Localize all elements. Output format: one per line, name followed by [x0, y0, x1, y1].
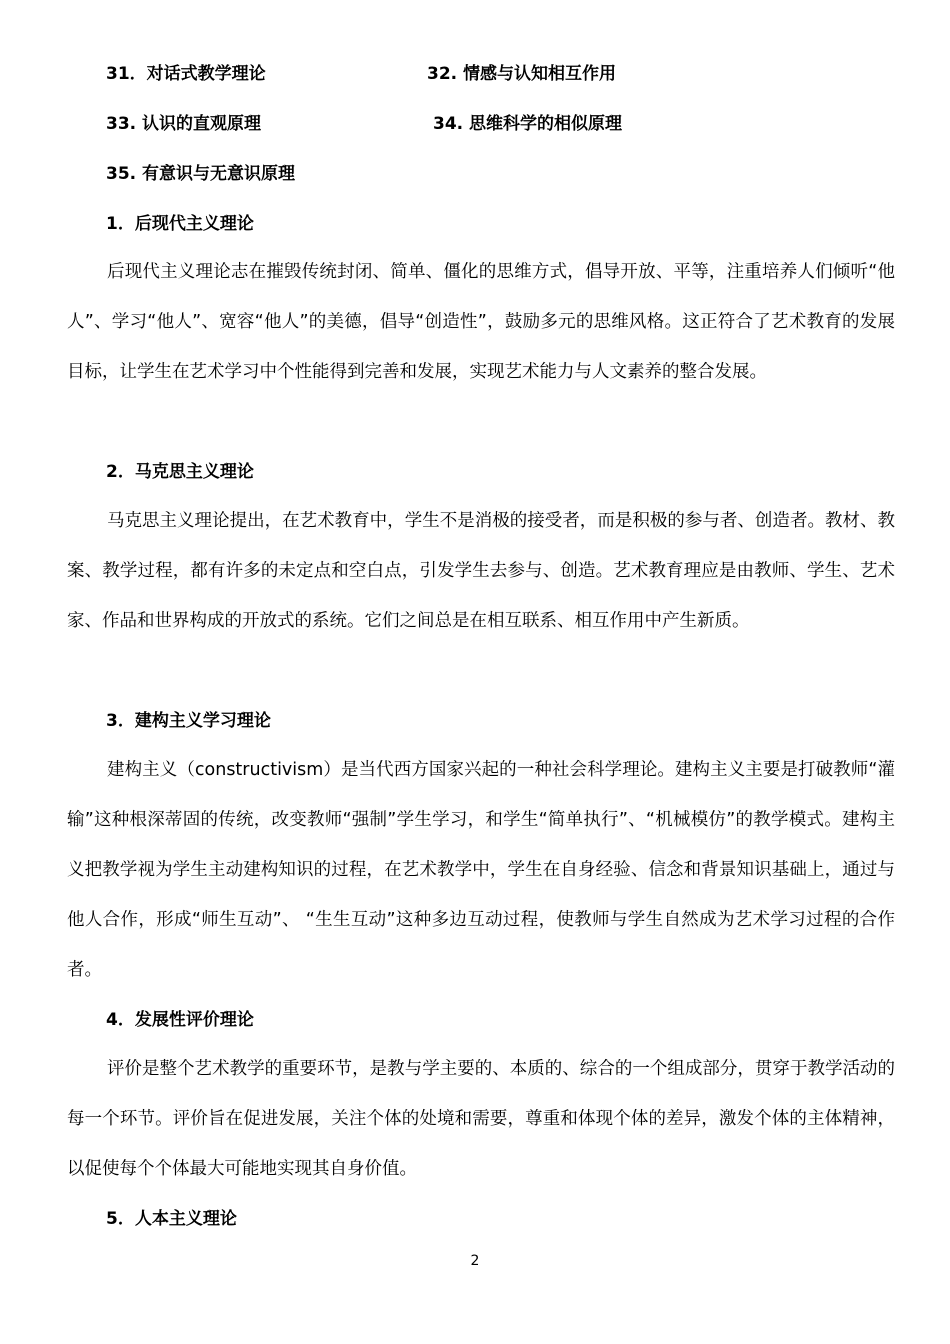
- section-heading-humanism: 5．人本主义理论: [106, 1209, 237, 1229]
- list-item-34: 34. 思维科学的相似原理: [433, 114, 623, 134]
- page-number: 2: [470, 1253, 480, 1269]
- section-body-developmental-evaluation: 评价是整个艺术教学的重要环节，是教与学主要的、本质的、综合的一个组成部分，贯穿于教学活动的每一个环节。评价旨在促进发展，关注个体的处境和需要，尊重和体现个体的差异，激发个体的主体精神，以促使每个个体最大可能地实现其自身价值。: [67, 1059, 895, 1179]
- list-item-31: 31．对话式教学理论: [106, 64, 266, 84]
- list-item-33: 33. 认识的直观原理: [106, 114, 262, 134]
- section-body-constructivism: 建构主义（constructivism）是当代西方国家兴起的一种社会科学理论。建构主义主要是打破教师“灌输”这种根深蒂固的传统，改变教师“强制”学生学习，和学生“简单执行”、“机械模仿”的教学模式。建构主义把教学视为学生主动建构知识的过程，在艺术教学中，学生在自身经验、信念和背景知识基础上，通过与他人合作，形成“师生互动”、 “生生互动”这种多边互动过程，使教师与学生自然成为艺术学习过程的合作者。: [67, 760, 895, 980]
- section-body-postmodernism: 后现代主义理论志在摧毁传统封闭、简单、僵化的思维方式，倡导开放、平等，注重培养人们倾听“他人”、学习“他人”、宽容“他人”的美德，倡导“创造性”，鼓励多元的思维风格。这正符合了艺术教育的发展目标，让学生在艺术学习中个性能得到完善和发展，实现艺术能力与人文素养的整合发展。: [67, 262, 895, 382]
- section-heading-constructivism: 3．建构主义学习理论: [106, 711, 271, 731]
- section-heading-marxism: 2．马克思主义理论: [106, 462, 254, 482]
- list-item-35: 35. 有意识与无意识原理: [106, 164, 296, 184]
- section-heading-developmental-evaluation: 4．发展性评价理论: [106, 1010, 254, 1030]
- list-item-32: 32. 情感与认知相互作用: [427, 64, 617, 84]
- section-heading-postmodernism: 1．后现代主义理论: [106, 214, 254, 234]
- section-body-marxism: 马克思主义理论提出，在艺术教育中，学生不是消极的接受者，而是积极的参与者、创造者。教材、教案、教学过程，都有许多的未定点和空白点，引发学生去参与、创造。艺术教育理应是由教师、学生、艺术家、作品和世界构成的开放式的系统。它们之间总是在相互联系、相互作用中产生新质。: [67, 511, 895, 631]
